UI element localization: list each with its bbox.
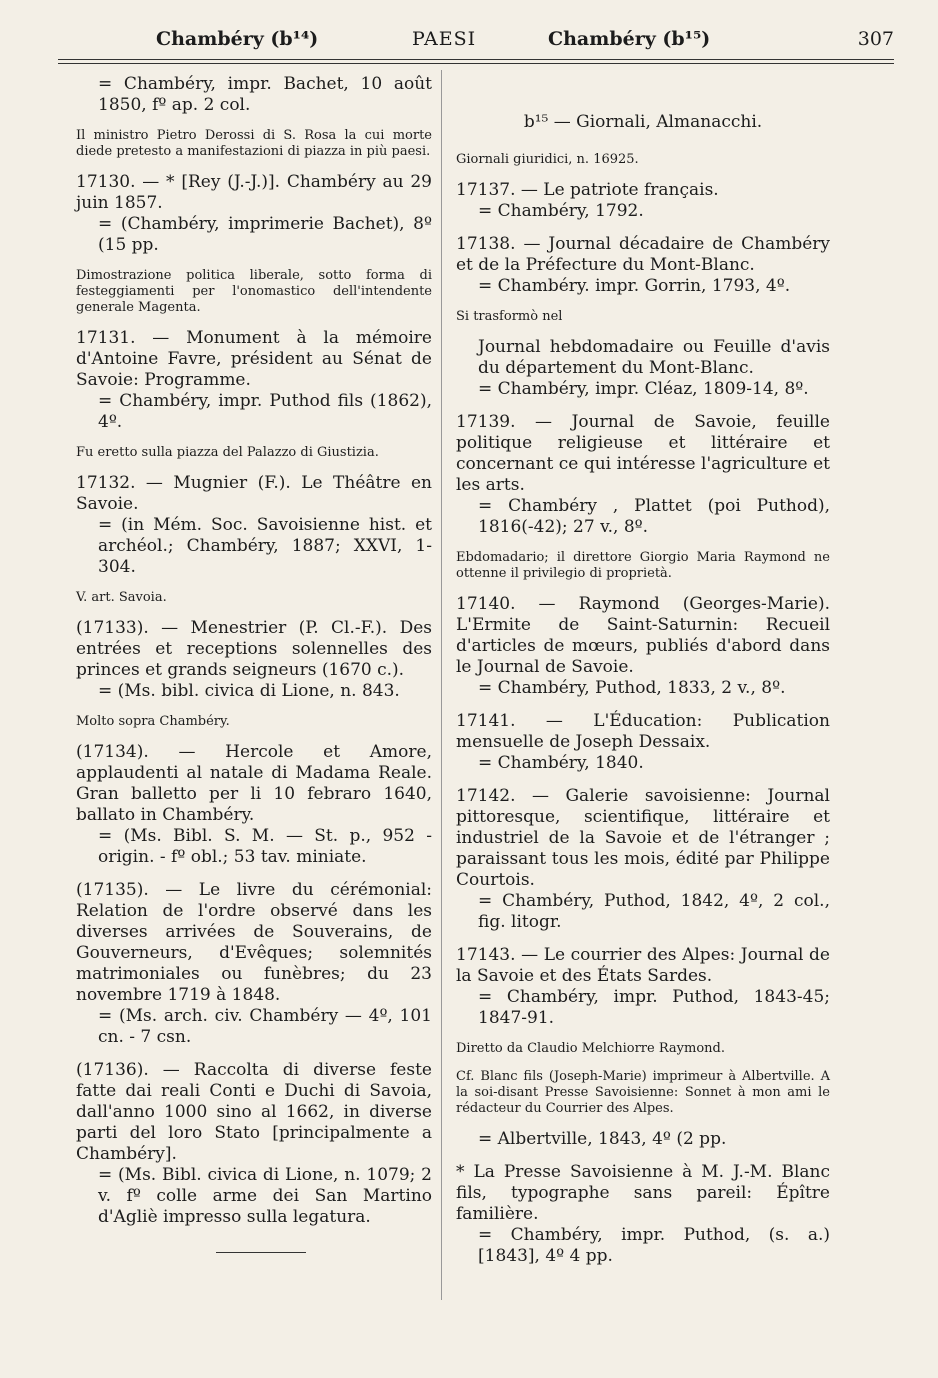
entry-title: * La Presse Savoisienne à M. J.-M. Blanc fils, typographe sans pareil: Épître familière. xyxy=(456,1162,830,1224)
entry-imprint: = Chambéry, impr. Bachet, 10 août 1850, fº ap. 2 col. xyxy=(98,74,432,115)
entry-imprint: = Chambéry, impr. Puthod, 1843-45; 1847-91. xyxy=(478,987,830,1028)
entry-imprint: = Chambéry, impr. Puthod, (s. a.) [1843], 4º 4 pp. xyxy=(478,1225,830,1266)
entry-title: 17143. — Le courrier des Alpes: Journal de la Savoie et des États Sardes. xyxy=(456,945,830,986)
entry-17142 xyxy=(456,786,830,933)
header-center: PAESI xyxy=(412,28,477,50)
entry-note: Fu eretto sulla piazza del Palazzo di Giustizia. xyxy=(76,445,379,460)
entry-17139 xyxy=(456,412,830,538)
entry-title: 17139. — Journal de Savoie, feuille politique religieuse et littéraire et concernant ce qui intéresse l'agriculture et les arts. xyxy=(456,412,830,495)
entry-17140 xyxy=(456,594,830,699)
entry-subtitle: Journal hebdomadaire ou Feuille d'avis du département du Mont-Blanc. xyxy=(478,337,830,378)
entry-17130 xyxy=(76,172,432,256)
section-heading: b¹⁵ — Giornali, Almanacchi. xyxy=(523,112,763,132)
entry-title: 17141. — L'Éducation: Publication mensuelle de Joseph Dessaix. xyxy=(456,711,830,752)
entry-imprint: = Chambéry, Puthod, 1842, 4º, 2 col., fig. litogr. xyxy=(478,891,830,932)
entry-17136 xyxy=(76,1060,432,1228)
entry-cross-reference-imprint xyxy=(456,1129,830,1150)
entry-note: Molto sopra Chambéry. xyxy=(76,714,230,729)
right-column xyxy=(456,74,830,1279)
entry-imprint: = (Ms. arch. civ. Chambéry — 4º, 101 cn. - 7 csn. xyxy=(98,1006,432,1047)
entry-17138-continuation xyxy=(456,337,830,400)
entry-17143 xyxy=(456,945,830,1029)
column-divider xyxy=(441,70,442,1300)
entry-title: 17142. — Galerie savoisienne: Journal pittoresque, scientifique, littéraire et industriel de la Savoie et de l'étranger ; paraissant tous les mois, édité par Philippe Courtois. xyxy=(456,786,830,890)
header-rule-top xyxy=(58,59,894,60)
entry-17138 xyxy=(456,234,830,297)
entry-note: V. art. Savoia. xyxy=(76,590,167,605)
entry-continuation xyxy=(76,74,432,116)
entry-imprint: = Chambéry, impr. Cléaz, 1809-14, 8º. xyxy=(478,379,809,399)
entry-17133 xyxy=(76,618,432,702)
entry-imprint: = (Ms. Bibl. S. M. — St. p., 952 - origin. - fº obl.; 53 tav. miniate. xyxy=(98,826,432,867)
entry-note: Si trasformò nel xyxy=(456,309,563,324)
entry-imprint: = Chambéry, Puthod, 1833, 2 v., 8º. xyxy=(478,678,786,698)
entry-17134 xyxy=(76,742,432,868)
entry-imprint: = Chambéry, 1840. xyxy=(478,753,644,773)
entry-title: 17132. — Mugnier (F.). Le Théâtre en Savoie. xyxy=(76,473,432,514)
entry-note: Dimostrazione politica liberale, sotto forma di festeggiamenti per l'onomastico dell'intendente generale Magenta. xyxy=(76,268,432,315)
section-note: Giornali giuridici, n. 16925. xyxy=(456,152,639,167)
entry-title: 17130. — * [Rey (J.-J.)]. Chambéry au 29 juin 1857. xyxy=(76,172,432,213)
entry-17135 xyxy=(76,880,432,1048)
entry-imprint: = Chambéry, 1792. xyxy=(478,201,644,221)
entry-imprint: = (in Mém. Soc. Savoisienne hist. et archéol.; Chambéry, 1887; XXVI, 1-304. xyxy=(98,515,432,577)
entry-presse-savoisienne xyxy=(456,1162,830,1267)
entry-imprint: = Chambéry, impr. Puthod fils (1862), 4º. xyxy=(98,391,432,432)
entry-title: (17133). — Menestrier (P. Cl.-F.). Des entrées et receptions solennelles des princes et grands seigneurs (1670 c.). xyxy=(76,618,432,680)
entry-cross-reference: Cf. Blanc fils (Joseph-Marie) imprimeur à Albertville. A la soi-disant Presse Savoisienne: Sonnet à mon ami le rédacteur du Courrier des Alpes. xyxy=(456,1069,830,1116)
entry-title: 17131. — Monument à la mémoire d'Antoine Favre, président au Sénat de Savoie: Programme. xyxy=(76,328,432,390)
entry-note: Il ministro Pietro Derossi di S. Rosa la cui morte diede pretesto a manifestazioni di piazza in più paesi. xyxy=(76,128,432,159)
entry-17131 xyxy=(76,328,432,433)
entry-imprint: = (Ms. Bibl. civica di Lione, n. 1079; 2 v. fº colle arme dei San Martino d'Agliè impresso sulla legatura. xyxy=(98,1165,432,1227)
entry-note: Diretto da Claudio Melchiorre Raymond. xyxy=(456,1041,725,1056)
entry-imprint: = (Ms. bibl. civica di Lione, n. 843. xyxy=(98,681,400,701)
header-left: Chambéry (b¹⁴) xyxy=(156,28,319,50)
left-column xyxy=(76,74,432,1253)
end-separator xyxy=(216,1252,306,1253)
entry-title: (17134). — Hercole et Amore, applaudenti al natale di Madama Reale. Gran balletto per li 10 febraro 1640, ballato in Chambéry. xyxy=(76,742,432,825)
entry-title: (17136). — Raccolta di diverse feste fatte dai reali Conti e Duchi di Savoia, dall'anno 1000 sino al 1662, in diverse parti del loro Stato [principalmente a Chambéry]. xyxy=(76,1060,432,1164)
entry-imprint: = Albertville, 1843, 4º (2 pp. xyxy=(478,1129,727,1149)
entry-title: 17138. — Journal décadaire de Chambéry et de la Préfecture du Mont-Blanc. xyxy=(456,234,830,275)
running-header xyxy=(58,24,894,54)
header-right: Chambéry (b¹⁵) xyxy=(548,28,711,50)
entry-title: 17137. — Le patriote français. xyxy=(456,180,719,200)
entry-imprint: = Chambéry , Plattet (poi Puthod), 1816(-42); 27 v., 8º. xyxy=(478,496,830,537)
entry-17132 xyxy=(76,473,432,578)
entry-17141 xyxy=(456,711,830,774)
page-number: 307 xyxy=(857,28,894,50)
entry-note: Ebdomadario; il direttore Giorgio Maria Raymond ne ottenne il privilegio di proprietà. xyxy=(456,550,830,581)
entry-imprint: = Chambéry. impr. Gorrin, 1793, 4º. xyxy=(478,276,791,296)
entry-imprint: = (Chambéry, imprimerie Bachet), 8º (15 pp. xyxy=(98,214,432,255)
header-rule-bottom xyxy=(58,63,894,64)
entry-17137 xyxy=(456,180,830,222)
entry-title: (17135). — Le livre du cérémonial: Relation de l'ordre observé dans les diverses arrivées de Souverains, de Gouverneurs, d'Evêques; solemnités matrimoniales ou funèbres; du 23 novembre 1719 à 1848. xyxy=(76,880,432,1005)
entry-title: 17140. — Raymond (Georges-Marie). L'Ermite de Saint-Saturnin: Recueil d'articles de mœurs, publiés d'abord dans le Journal de Savoie. xyxy=(456,594,830,677)
